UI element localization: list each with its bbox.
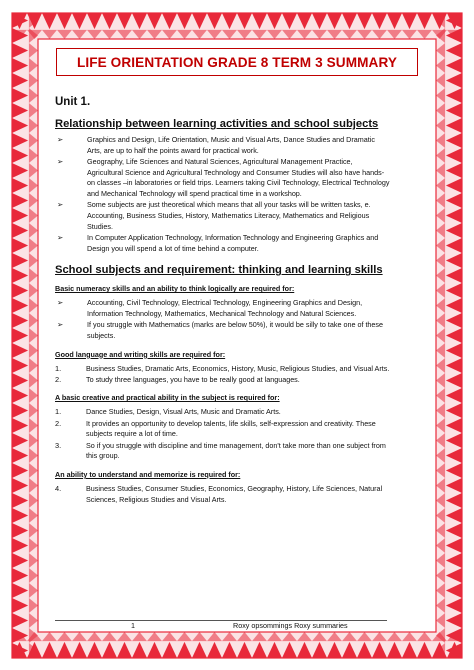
arrow-bullet-icon: ➢ bbox=[57, 298, 64, 308]
group-3-heading: A basic creative and practical ability in the subject is required for: bbox=[55, 393, 280, 403]
group-2-heading: Good language and writing skills are required for: bbox=[55, 349, 226, 359]
arrow-bullet-icon: ➢ bbox=[57, 200, 64, 210]
page-title: LIFE ORIENTATION GRADE 8 TERM 3 SUMMARY bbox=[76, 54, 398, 70]
group-4-heading: An ability to understand and memorize is required for: bbox=[55, 469, 241, 479]
list-number: 3. bbox=[55, 440, 62, 450]
list-number: 2. bbox=[55, 374, 62, 384]
footer-credit: Roxy opsommings Roxy summaries bbox=[233, 621, 348, 630]
unit-heading: Unit 1. bbox=[55, 96, 91, 108]
arrow-bullet-icon: ➢ bbox=[57, 135, 64, 144]
list-number: 4. bbox=[55, 483, 62, 493]
list-number: 1. bbox=[55, 363, 62, 373]
section-1-list bbox=[55, 135, 390, 254]
list-item: 3. So if you struggle with discipline and time management, don't take more than one subject from this group. bbox=[55, 440, 386, 461]
arrow-bullet-icon: ➢ bbox=[57, 156, 64, 166]
group-1-list bbox=[55, 298, 390, 341]
arrow-bullet-icon: ➢ bbox=[57, 232, 64, 242]
group-2-list bbox=[55, 364, 390, 386]
group-3-list bbox=[55, 407, 390, 462]
list-item: ➢ Geography, Life Sciences and Natural Sciences, Agricultural Management Practice, Agricultural Science and Agricultural Technology and Consumer Studies will also have hands-on classes –in laboratories or field trips. Learners taking Civil Technology, Electrical Technology and Mechanical Technology will spend practical time in a workshop. bbox=[57, 156, 390, 199]
list-item: ➢ If you struggle with Mathematics (marks are below 50%), it would be silly to take one of these subjects. bbox=[57, 320, 384, 340]
list-item: 1. Dance Studies, Design, Visual Arts, Music and Dramatic Arts. bbox=[55, 407, 281, 417]
list-item: ➢ In Computer Application Technology, Information Technology and Engineering Graphics and Design you will spend a lot of time behind a computer. bbox=[57, 232, 379, 253]
page-number: 1 bbox=[131, 621, 135, 630]
list-item: 2. To study three languages, you have to be really good at languages. bbox=[55, 374, 300, 384]
section-1-heading: Relationship between learning activities and school subjects bbox=[55, 118, 379, 130]
list-item: 1. Business Studies, Dramatic Arts, Economics, History, Music, Religious Studies, and Visual Arts. bbox=[55, 363, 390, 373]
list-item: ➢ Accounting, Civil Technology, Electrical Technology, Engineering Graphics and Design, Information Technology, Mathematics, Mechanical Technology and Natural Sciences. bbox=[57, 298, 363, 318]
group-1-heading: Basic numeracy skills and an ability to think logically are required for: bbox=[55, 284, 295, 294]
content-area bbox=[55, 96, 390, 506]
title-box bbox=[56, 48, 418, 76]
group-4-list bbox=[55, 484, 390, 505]
list-item: 4. Business Studies, Consumer Studies, Economics, Geography, History, Life Sciences, Natural Sciences, Religious Studies and Visual Arts. bbox=[55, 483, 383, 504]
arrow-bullet-icon: ➢ bbox=[57, 320, 64, 330]
list-item: 2. It provides an opportunity to develop talents, life skills, self-expression and creativity. These subjects require a lot of time. bbox=[55, 418, 376, 439]
list-number: 1. bbox=[55, 407, 62, 417]
list-item: ➢ Graphics and Design, Life Orientation, Music and Visual Arts, Dance Studies and Dramatic Arts, are up to half the points award for practical work. bbox=[57, 135, 375, 155]
list-item: ➢ Some subjects are just theoretical which means that all your tasks will be written tasks, e. Accounting, Business Studies, History, Mathematics Literacy, Mathematics and Religious Studies. bbox=[57, 200, 371, 231]
section-2-heading: School subjects and requirement: thinking and learning skills bbox=[55, 264, 383, 277]
list-number: 2. bbox=[55, 418, 62, 428]
